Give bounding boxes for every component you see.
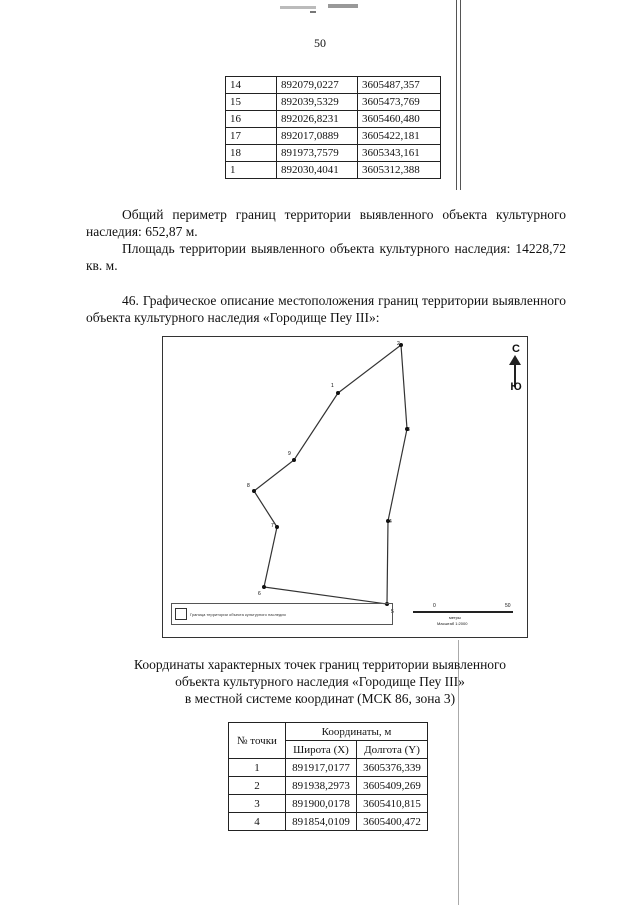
perimeter-paragraph (86, 206, 566, 240)
boundary-point-marker (292, 458, 296, 462)
legend-symbol (175, 608, 187, 620)
north-label: С (512, 343, 520, 355)
table-caption (100, 656, 540, 707)
boundary-point-label: 5 (391, 609, 394, 615)
latitude-cell: 892039,5329 (277, 94, 358, 111)
boundary-point-label: 2 (397, 341, 400, 347)
longitude-cell: 3605312,388 (358, 162, 441, 179)
scale-start: 0 (433, 603, 436, 609)
point-number-cell: 3 (229, 795, 286, 813)
table-row (226, 77, 441, 94)
boundary-point-label: 1 (331, 383, 334, 389)
legend-text: Граница территории объекта культурного наследия (190, 612, 286, 617)
longitude-cell: 3605410,815 (357, 795, 428, 813)
latitude-cell: 892030,4041 (277, 162, 358, 179)
perimeter-text: Общий периметр границ территории выявленного объекта культурного наследия: 652,87 м. (86, 207, 566, 239)
section-paragraph (86, 292, 566, 326)
boundary-point-label: 6 (258, 591, 261, 597)
site-boundary-map (162, 336, 528, 638)
table-row (229, 795, 428, 813)
point-number-cell: 1 (226, 162, 277, 179)
scan-margin-line (456, 0, 457, 190)
boundary-point-marker (336, 391, 340, 395)
boundary-point-label: 7 (271, 523, 274, 529)
header-latitude: Широта (X) (286, 741, 357, 759)
boundary-point-marker (275, 525, 279, 529)
scan-noise-mark (280, 2, 380, 16)
scale-unit: метры (449, 615, 461, 620)
latitude-cell: 891900,0178 (286, 795, 357, 813)
header-coordinates: Координаты, м (286, 723, 428, 741)
boundary-point-label: 4 (389, 519, 392, 525)
boundary-point-label: 8 (247, 483, 250, 489)
longitude-cell: 3605422,181 (358, 128, 441, 145)
scale-end: 50 (505, 603, 511, 609)
longitude-cell: 3605376,339 (357, 759, 428, 777)
longitude-cell: 3605487,357 (358, 77, 441, 94)
longitude-cell: 3605343,161 (358, 145, 441, 162)
area-paragraph (86, 240, 566, 274)
table-row (226, 111, 441, 128)
table-row (229, 759, 428, 777)
point-number-cell: 16 (226, 111, 277, 128)
latitude-cell: 891854,0109 (286, 813, 357, 831)
longitude-cell: 3605400,472 (357, 813, 428, 831)
longitude-cell: 3605460,480 (358, 111, 441, 128)
latitude-cell: 891938,2973 (286, 777, 357, 795)
header-point-number: № точки (229, 723, 286, 759)
latitude-cell: 891973,7579 (277, 145, 358, 162)
caption-line-2: объекта культурного наследия «Городище Пеу III» (175, 674, 465, 689)
south-label: Ю (510, 381, 522, 393)
caption-line-1: Координаты характерных точек границ территории выявленного (133, 657, 506, 672)
area-text: Площадь территории выявленного объекта культурного наследия: 14228,72 кв. м. (86, 241, 566, 273)
boundary-point-label: 3 (407, 427, 410, 433)
point-number-cell: 15 (226, 94, 277, 111)
table-row (229, 777, 428, 795)
boundary-point-marker (252, 489, 256, 493)
coordinates-table-top (225, 76, 441, 179)
table-row (226, 162, 441, 179)
longitude-cell: 3605473,769 (358, 94, 441, 111)
point-number-cell: 14 (226, 77, 277, 94)
point-number-cell: 17 (226, 128, 277, 145)
boundary-point-marker (262, 585, 266, 589)
table-row (226, 94, 441, 111)
scan-margin-line (460, 0, 461, 190)
caption-line-3: в местной системе координат (МСК 86, зона 3) (184, 691, 456, 706)
longitude-cell: 3605409,269 (357, 777, 428, 795)
point-number-cell: 18 (226, 145, 277, 162)
point-number-cell: 4 (229, 813, 286, 831)
map-legend (171, 603, 393, 625)
coordinates-table-bottom (228, 722, 428, 831)
scale-ratio: Масштаб 1:2000 (437, 621, 468, 626)
scale-bar (413, 603, 513, 627)
section-text: 46. Графическое описание местоположения границ территории выявленного объекта культурного наследия «Городище Пеу III»: (86, 293, 566, 325)
latitude-cell: 892079,0227 (277, 77, 358, 94)
page-number: 50 (314, 36, 326, 50)
boundary-drawing (163, 337, 527, 637)
point-number-cell: 1 (229, 759, 286, 777)
compass (505, 343, 527, 393)
boundary-point-label: 9 (288, 451, 291, 457)
table-row (226, 128, 441, 145)
point-number-cell: 2 (229, 777, 286, 795)
table-row (229, 813, 428, 831)
latitude-cell: 891917,0177 (286, 759, 357, 777)
table-row (226, 145, 441, 162)
header-longitude: Долгота (Y) (357, 741, 428, 759)
latitude-cell: 892026,8231 (277, 111, 358, 128)
scale-line (413, 611, 513, 613)
latitude-cell: 892017,0889 (277, 128, 358, 145)
